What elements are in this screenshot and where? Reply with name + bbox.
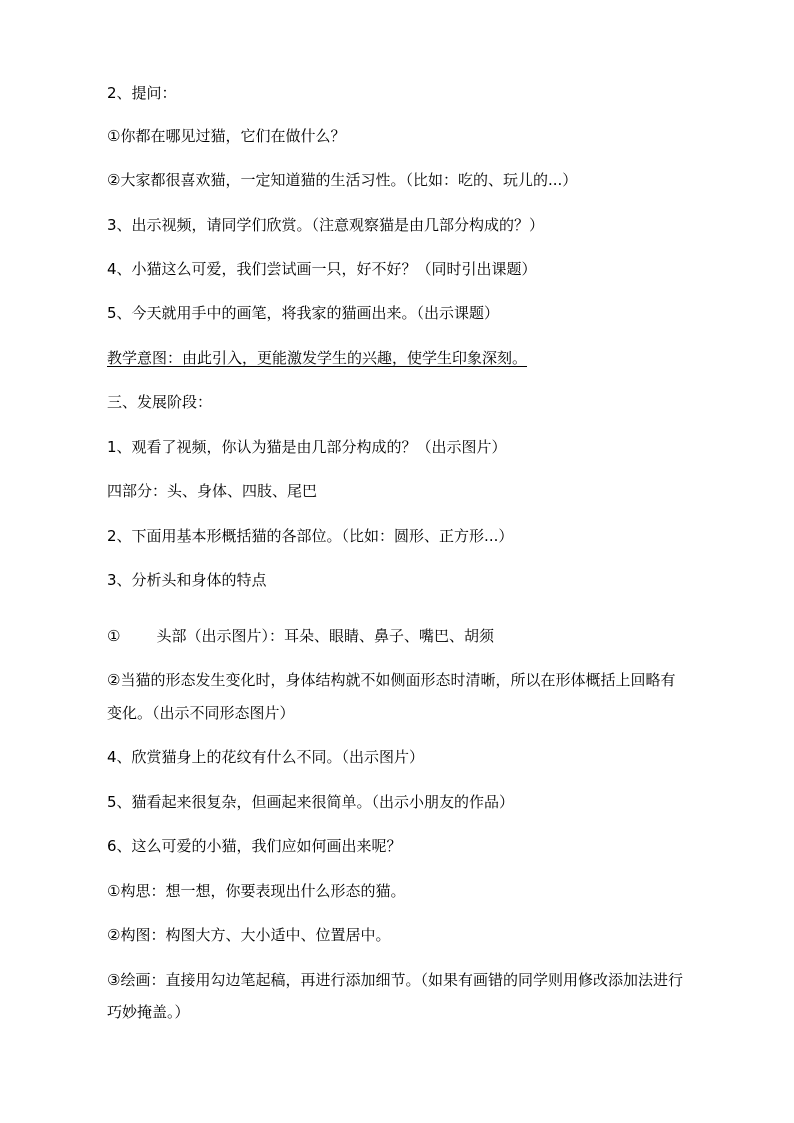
text-line: 6、这么可爱的小猫，我们应如何画出来呢？	[107, 837, 402, 855]
text-line: 4、欣赏猫身上的花纹有什么不同。（出示图片）	[107, 748, 425, 766]
text-line: 2、下面用基本形概括猫的各部位。（比如：圆形、正方形...）	[107, 527, 514, 545]
text-line: ②构图：构图大方、大小适中、位置居中。	[107, 926, 391, 944]
text-line: 5、猫看起来很复杂，但画起来很简单。（出示小朋友的作品）	[107, 793, 515, 811]
text-line: 4、小猫这么可爱，我们尝试画一只，好不好？（同时引出课题）	[107, 260, 537, 278]
text-line: 3、分析头和身体的特点	[107, 571, 267, 589]
teaching-intent-note: 教学意图：由此引入，更能激发学生的兴趣，使学生印象深刻。	[107, 349, 528, 367]
text-line: 3、出示视频，请同学们欣赏。（注意观察猫是由几部分构成的？）	[107, 216, 545, 234]
text-line: ①你都在哪见过猫，它们在做什么？	[107, 127, 346, 145]
text-line: 2、提问：	[107, 84, 177, 102]
text-line: ②当猫的形态发生变化时，身体结构就不如侧面形态时清晰，所以在形体概括上回略有	[107, 671, 676, 689]
text-line: ①构思：想一想，你要表现出什么形态的猫。	[107, 882, 406, 900]
text-line: ③绘画：直接用勾边笔起稿，再进行添加细节。（如果有画错的同学则用修改添加法进行	[107, 971, 683, 989]
text-line: 5、今天就用手中的画笔，将我家的猫画出来。（出示课题）	[107, 304, 500, 322]
text-line: 巧妙掩盖。）	[107, 1003, 190, 1021]
text-line: 变化。（出示不同形态图片）	[107, 704, 295, 722]
text-line: ②大家都很喜欢猫，一定知道猫的生活习性。（比如：吃的、玩儿的...）	[107, 171, 578, 189]
list-item-text: 头部（出示图片）：耳朵、眼睛、鼻子、嘴巴、胡须	[156, 627, 494, 645]
section-heading: 三、发展阶段：	[107, 393, 213, 411]
list-marker: ①	[107, 627, 121, 645]
list-item	[107, 626, 494, 646]
text-line: 1、观看了视频，你认为猫是由几部分构成的？（出示图片）	[107, 438, 507, 456]
text-line: 四部分：头、身体、四肢、尾巴	[107, 482, 318, 500]
